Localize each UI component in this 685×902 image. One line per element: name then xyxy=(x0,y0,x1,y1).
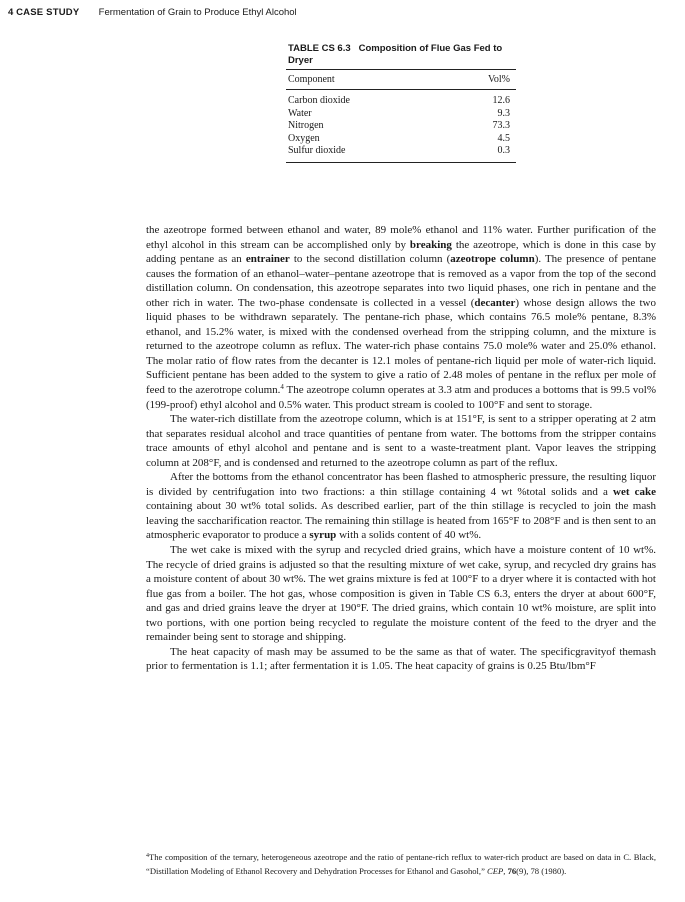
table-header-row xyxy=(286,70,516,90)
journal-volume: 76 xyxy=(507,865,517,876)
vol-percent: 12.6 xyxy=(492,95,510,107)
body-text xyxy=(146,223,656,674)
paragraph-stillage: After the bottoms from the ethanol concentrator has been flashed to atmospheric pressure, the resulting liquor is divided by centrifugation into two fractions: a thin stillage containing 4 wt %total solids and a wet cake containing about 30 wt% total solids. As described earlier, part of the thin stillage is recycled to join the mash leaving the saccharification reactor. The remaining thin stillage is heated from 165°F to 208°F and is then sent to an atmospheric evaporator to produce a syrup with a solids content of 40 wt%. xyxy=(146,471,656,542)
component-name: Nitrogen xyxy=(288,120,324,132)
term-breaking: breaking xyxy=(409,238,452,251)
composition-table xyxy=(286,69,516,163)
footnote-mark: 4 xyxy=(146,853,149,859)
term-syrup: syrup xyxy=(309,529,337,542)
chapter-title: Fermentation of Grain to Produce Ethyl Alcohol xyxy=(98,7,297,18)
paragraph-azeotrope: the azeotrope formed between ethanol and water, 89 mole% ethanol and 11% water. Further purification of the ethyl alcohol in this stream can be accomplished only by breaking the azeotrope, which is done in this case by adding pentane as an entrainer to the second distillation column (azeotrope column). The presence of pentane causes the formation of an ethanol–water–pentane azeotrope that is removed as a vapor from the top of the second distillation column. On condensation, this azeotrope separates into two liquid phases, one rich in pentane and the other rich in water. The two-phase condensate is collected in a vessel (decanter) whose design allows the two liquid phases to be withdrawn separately. The pentane-rich phase, which contains 76.5 mole% pentane, 8.3% ethanol, and 15.2% water, is mixed with the condensed overhead from the stripping column, and the mixture is returned to the azeotrope column as reflux. The water-rich phase contains 75.0 mole% water and 25.0% ethanol. The molar ratio of flow rates from the decanter is 12.1 moles of pentane-rich liquid per mole of water-rich liquid. Sufficient pentane has been added to the system to give a ratio of 2.48 moles of pentane in the reflux per mole of feed to the azerotrope column.$^4$ The azeotrope column operates at 3.3 atm and produces a bottoms that is 99.5 vol% (199-proof) ethyl alcohol and 0.5% water. This product stream is cooled to 100°F and sent to storage. xyxy=(146,224,657,411)
component-name: Carbon dioxide xyxy=(288,95,350,107)
term-wet-cake: wet cake xyxy=(613,485,656,498)
paragraph-heat-capacity: The heat capacity of mash may be assumed to be the same as that of water. The specificgravityof themash prior to fermentation is 1.1; after fermentation it is 1.05. The heat capacity of grains is 0.25 Btu/lbm°F xyxy=(146,645,656,673)
vol-percent: 73.3 xyxy=(492,120,510,132)
term-decanter: decanter xyxy=(474,296,516,309)
table-row xyxy=(286,90,516,108)
table-number: TABLE CS 6.3 xyxy=(288,43,351,54)
vol-percent: 4.5 xyxy=(497,132,510,144)
journal-name: CEP xyxy=(487,865,504,876)
vol-percent: 0.3 xyxy=(444,145,516,162)
page-number: 4 xyxy=(8,7,14,18)
vol-percent: 9.3 xyxy=(497,107,510,119)
column-header-vol: Vol% xyxy=(444,70,516,90)
paragraph-stripper: The water-rich distillate from the azeotrope column, which is at 151°F, is sent to a stripper operating at 2 atm that separates residual alcohol and trace quantities of pentane from water. The bottoms from the stripper contains trace amounts of ethyl alcohol and pentane and is sent to a waste-treatment plant. Vapor leaves the stripping column at 208°F, and is condensed and returned to the azeotrope column as part of the reflux. xyxy=(146,413,656,469)
paragraph-dryer: The wet cake is mixed with the syrup and recycled dried grains, which have a moisture content of 10 wt%. The recycle of dried grains is adjusted so that the resulting mixture of wet cake, syrup, and recycled dry grains has a moisture content of about 30 wt%. The wet grains mixture is fed at 100°F to a dryer where it is contacted with hot flue gas from a boiler. The hot gas, whose composition is given in Table CS 6.3, enters the dryer at about 600°F, and gas and dried grains leave the dryer at 190°F. The dried grains, which contain 10 wt% moisture, are split into two portions, with one portion being recycled to regulate the moisture content of the feed to the dryer and the remainder being sent to storage and shipping. xyxy=(146,544,656,644)
footnote-reference: 4 xyxy=(280,383,284,392)
term-entrainer: entrainer xyxy=(245,253,290,266)
running-head xyxy=(8,7,297,18)
table-row xyxy=(286,108,516,121)
column-header-component: Component xyxy=(286,70,444,90)
term-azeotrope-column: azeotrope column xyxy=(450,253,535,266)
component-name: Oxygen xyxy=(288,132,320,144)
component-name: Water xyxy=(288,107,312,119)
table-row xyxy=(286,120,516,133)
section-label: CASE STUDY xyxy=(16,7,80,18)
component-name: Sulfur dioxide xyxy=(286,145,444,162)
table-row xyxy=(286,133,516,146)
table-title: Composition of Flue Gas Fed to Dryer xyxy=(288,43,503,66)
footnote: $^4$The composition of the ternary, heterogeneous azeotrope and the ratio of pentane-rich reflux to water-rich product are based on data in C. Black, “Distillation Modeling of Ethanol Recovery and Dehydration Processes for Ethanol and Gasohol,” CEP, 76(9), 78 (1980). xyxy=(146,852,656,876)
table-caption xyxy=(288,43,528,67)
table-row xyxy=(286,145,516,162)
